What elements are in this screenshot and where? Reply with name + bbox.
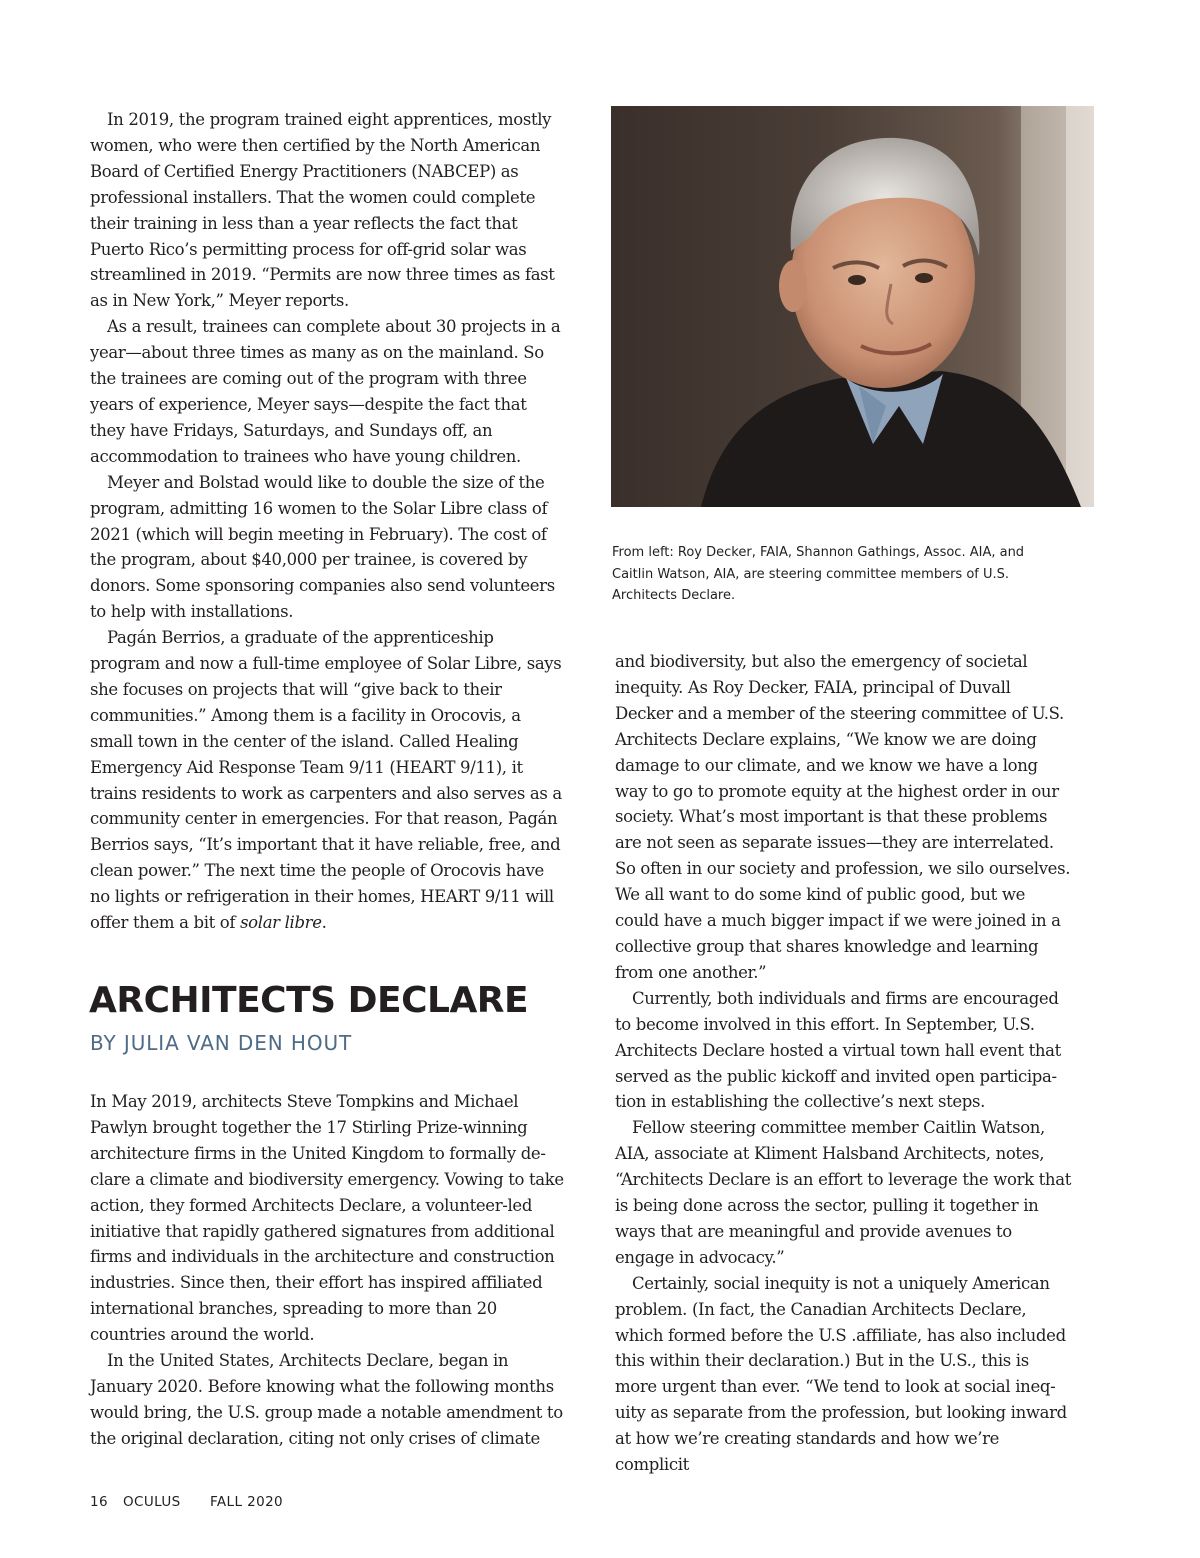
caption-line: Caitlin Watson, AIA, are steering committee members of U.S. <box>612 566 1010 582</box>
caption-line: From left: Roy Decker, FAIA, Shannon Gathings, Assoc. AIA, and <box>612 545 1025 560</box>
left-column-top <box>90 107 566 936</box>
paragraph: In 2019, the program trained eight apprentices, mostly women, who were then certified by the North American Board of Certified Energy Practitioners (NABCEP) as professional installers. That the women could complete their training in less than a year reflects the fact that Puerto Rico’s permitting process for off-grid solar was streamlined in 2019. “Permits are now three times as fast as in New York,” Meyer reports. <box>90 110 555 311</box>
issue-label: FALL 2020 <box>210 1494 284 1510</box>
publication-name: OCULUS <box>123 1494 181 1510</box>
paragraph: In the United States, Architects Declare, began in January 2020. Before knowing what the following months would bring, the U.S. group made a notable amendment to the original declaration, citing not only crises of climate <box>90 1351 563 1448</box>
left-column-bottom <box>90 1089 566 1452</box>
paragraph: In May 2019, architects Steve Tompkins and Michael Pawlyn brought together the 17 Stirling Prize-winning architecture firms in the United Kingdom to formally declare a climate and biodiversity emergency. Vowing to take action, they formed Architects Declare, a volunteer-led initiative that rapidly gathered signatures from additional firms and individuals in the architecture and construction industries. Since then, their effort has inspired affiliated international branches, spreading to more than 20 countries around the world. <box>90 1092 564 1345</box>
photo-caption <box>612 542 1082 607</box>
caption-line: Architects Declare. <box>612 588 736 603</box>
paragraph: Currently, both individuals and firms are encouraged to become involved in this effort. In September, U.S. Architects Declare hosted a virtual town hall event that served as the public kickoff and invited open participation in establishing the collective’s next steps. <box>615 988 1061 1112</box>
page-number: 16 <box>90 1494 108 1510</box>
closing-period: . <box>321 913 327 933</box>
paragraph-final <box>90 625 566 936</box>
right-column-bottom <box>615 649 1071 1478</box>
paragraph: Certainly, social inequity is not a uniquely American problem. (In fact, the Canadian Architects Declare, which formed before the U.S .affiliate, has also included this within their declaration.) But in the U.S., this is more urgent than ever. “We tend to look at social inequity as separate from the profession, but looking inward at how we’re creating standards and how we’re complicit <box>615 1273 1067 1475</box>
paragraph: Meyer and Bolstad would like to double the size of the program, admitting 16 women to the Solar Libre class of 2021 (which will begin meeting in February). The cost of the program, about $40,000 per trainee, is covered by donors. Some sponsoring companies also send volunteers to help with installations. <box>90 472 555 622</box>
italic-phrase: solar libre <box>240 913 322 933</box>
article-byline: BY JULIA VAN DEN HOUT <box>90 1031 353 1055</box>
paragraph-text: Pagán Berrios, a graduate of the apprenticeship program and now a full-time employee of Solar Libre, says she focuses on projects that will “give back to their communities.” Among them is a facility in Orocovis, a small town in the center of the island. Called Healing Emergency Aid Response Team 9/11 (HEART 9/11), it trains residents to work as carpenters and also serves as a community center in emergencies. For that reason, Pagán Berrios says, “It’s important that it have reliable, free, and clean power.” The next time the people of Orocovis have no lights or refrigeration in their homes, HEART 9/11 will offer them a bit of <box>90 628 562 933</box>
portrait-photo <box>611 106 1094 507</box>
paragraph: As a result, trainees can complete about 30 projects in a year—about three times as many as on the mainland. So the trainees are coming out of the program with three years of experience, Meyer says—despite the fact that they have Fridays, Saturdays, and Sundays off, an accommodation to trainees who have young children. <box>90 317 561 466</box>
page-footer <box>90 1492 283 1512</box>
paragraph: Fellow steering committee member Caitlin Watson, AIA, associate at Kliment Halsband Architects, notes, “Architects Declare is an effort to leverage the work that is being done across the sector, pulling it together in ways that are meaningful and provide avenues to engage in advocacy.” <box>615 1118 1071 1267</box>
article-title: ARCHITECTS DECLARE <box>89 980 529 1021</box>
paragraph: and biodiversity, but also the emergency of societal inequity. As Roy Decker, FAIA, principal of Duvall Decker and a member of the steering committee of U.S. Architects Declare explains, “We know we are doing damage to our climate, and we know we have a long way to go to promote equity at the highest order in our society. What’s most important is that these problems are not seen as separate issues—they are interrelated. So often in our society and profession, we silo ourselves. We all want to do some kind of public good, but we could have a much bigger impact if we were joined in a collective group that shares knowledge and learning from one another.” <box>615 652 1071 982</box>
